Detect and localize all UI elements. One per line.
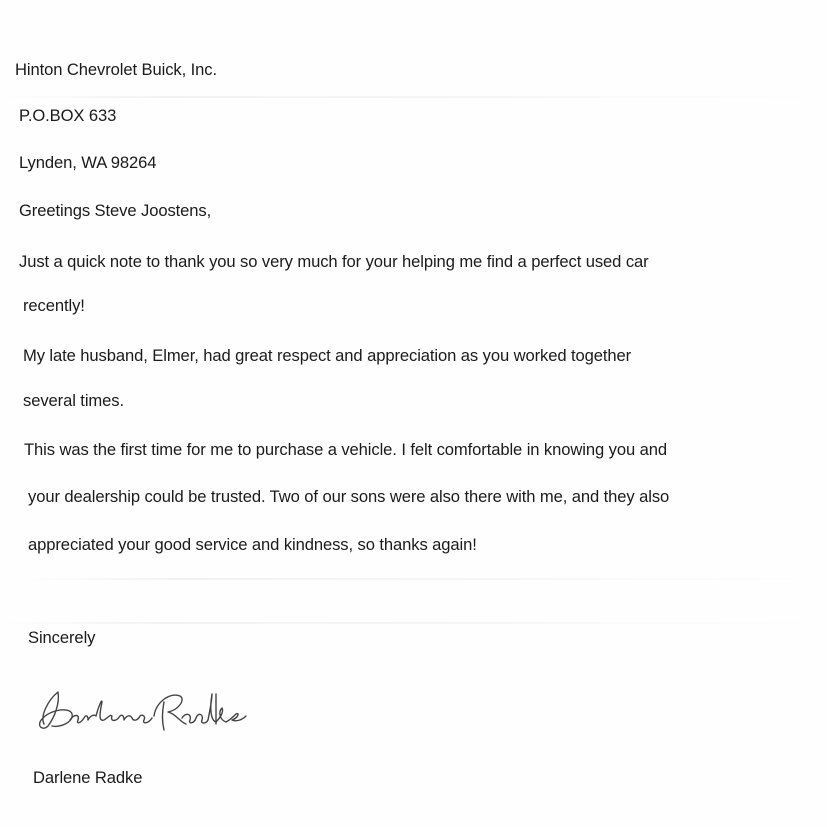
scan-artifact [0, 622, 827, 624]
recipient-company: Hinton Chevrolet Buick, Inc. [15, 60, 217, 79]
body-line: Just a quick note to thank you so very much for your helping me find a perfect used car [19, 252, 649, 271]
body-line: appreciated your good service and kindness, so thanks again! [28, 535, 477, 554]
handwritten-signature-icon [30, 680, 250, 740]
body-line: your dealership could be trusted. Two of our sons were also there with me, and they also [28, 487, 670, 506]
body-line: My late husband, Elmer, had great respect and appreciation as you worked together [23, 346, 632, 365]
scan-artifact [20, 578, 820, 580]
body-line: This was the first time for me to purchase a vehicle. I felt comfortable in knowing you and [24, 440, 667, 459]
closing: Sincerely [28, 628, 96, 647]
scan-artifact [0, 96, 827, 98]
body-line: recently! [23, 296, 85, 315]
recipient-po-box: P.O.BOX 633 [19, 106, 117, 125]
signer-name: Darlene Radke [33, 768, 143, 787]
body-line: several times. [23, 391, 124, 410]
recipient-city-state-zip: Lynden, WA 98264 [19, 153, 157, 172]
greeting: Greetings Steve Joostens, [19, 201, 212, 220]
